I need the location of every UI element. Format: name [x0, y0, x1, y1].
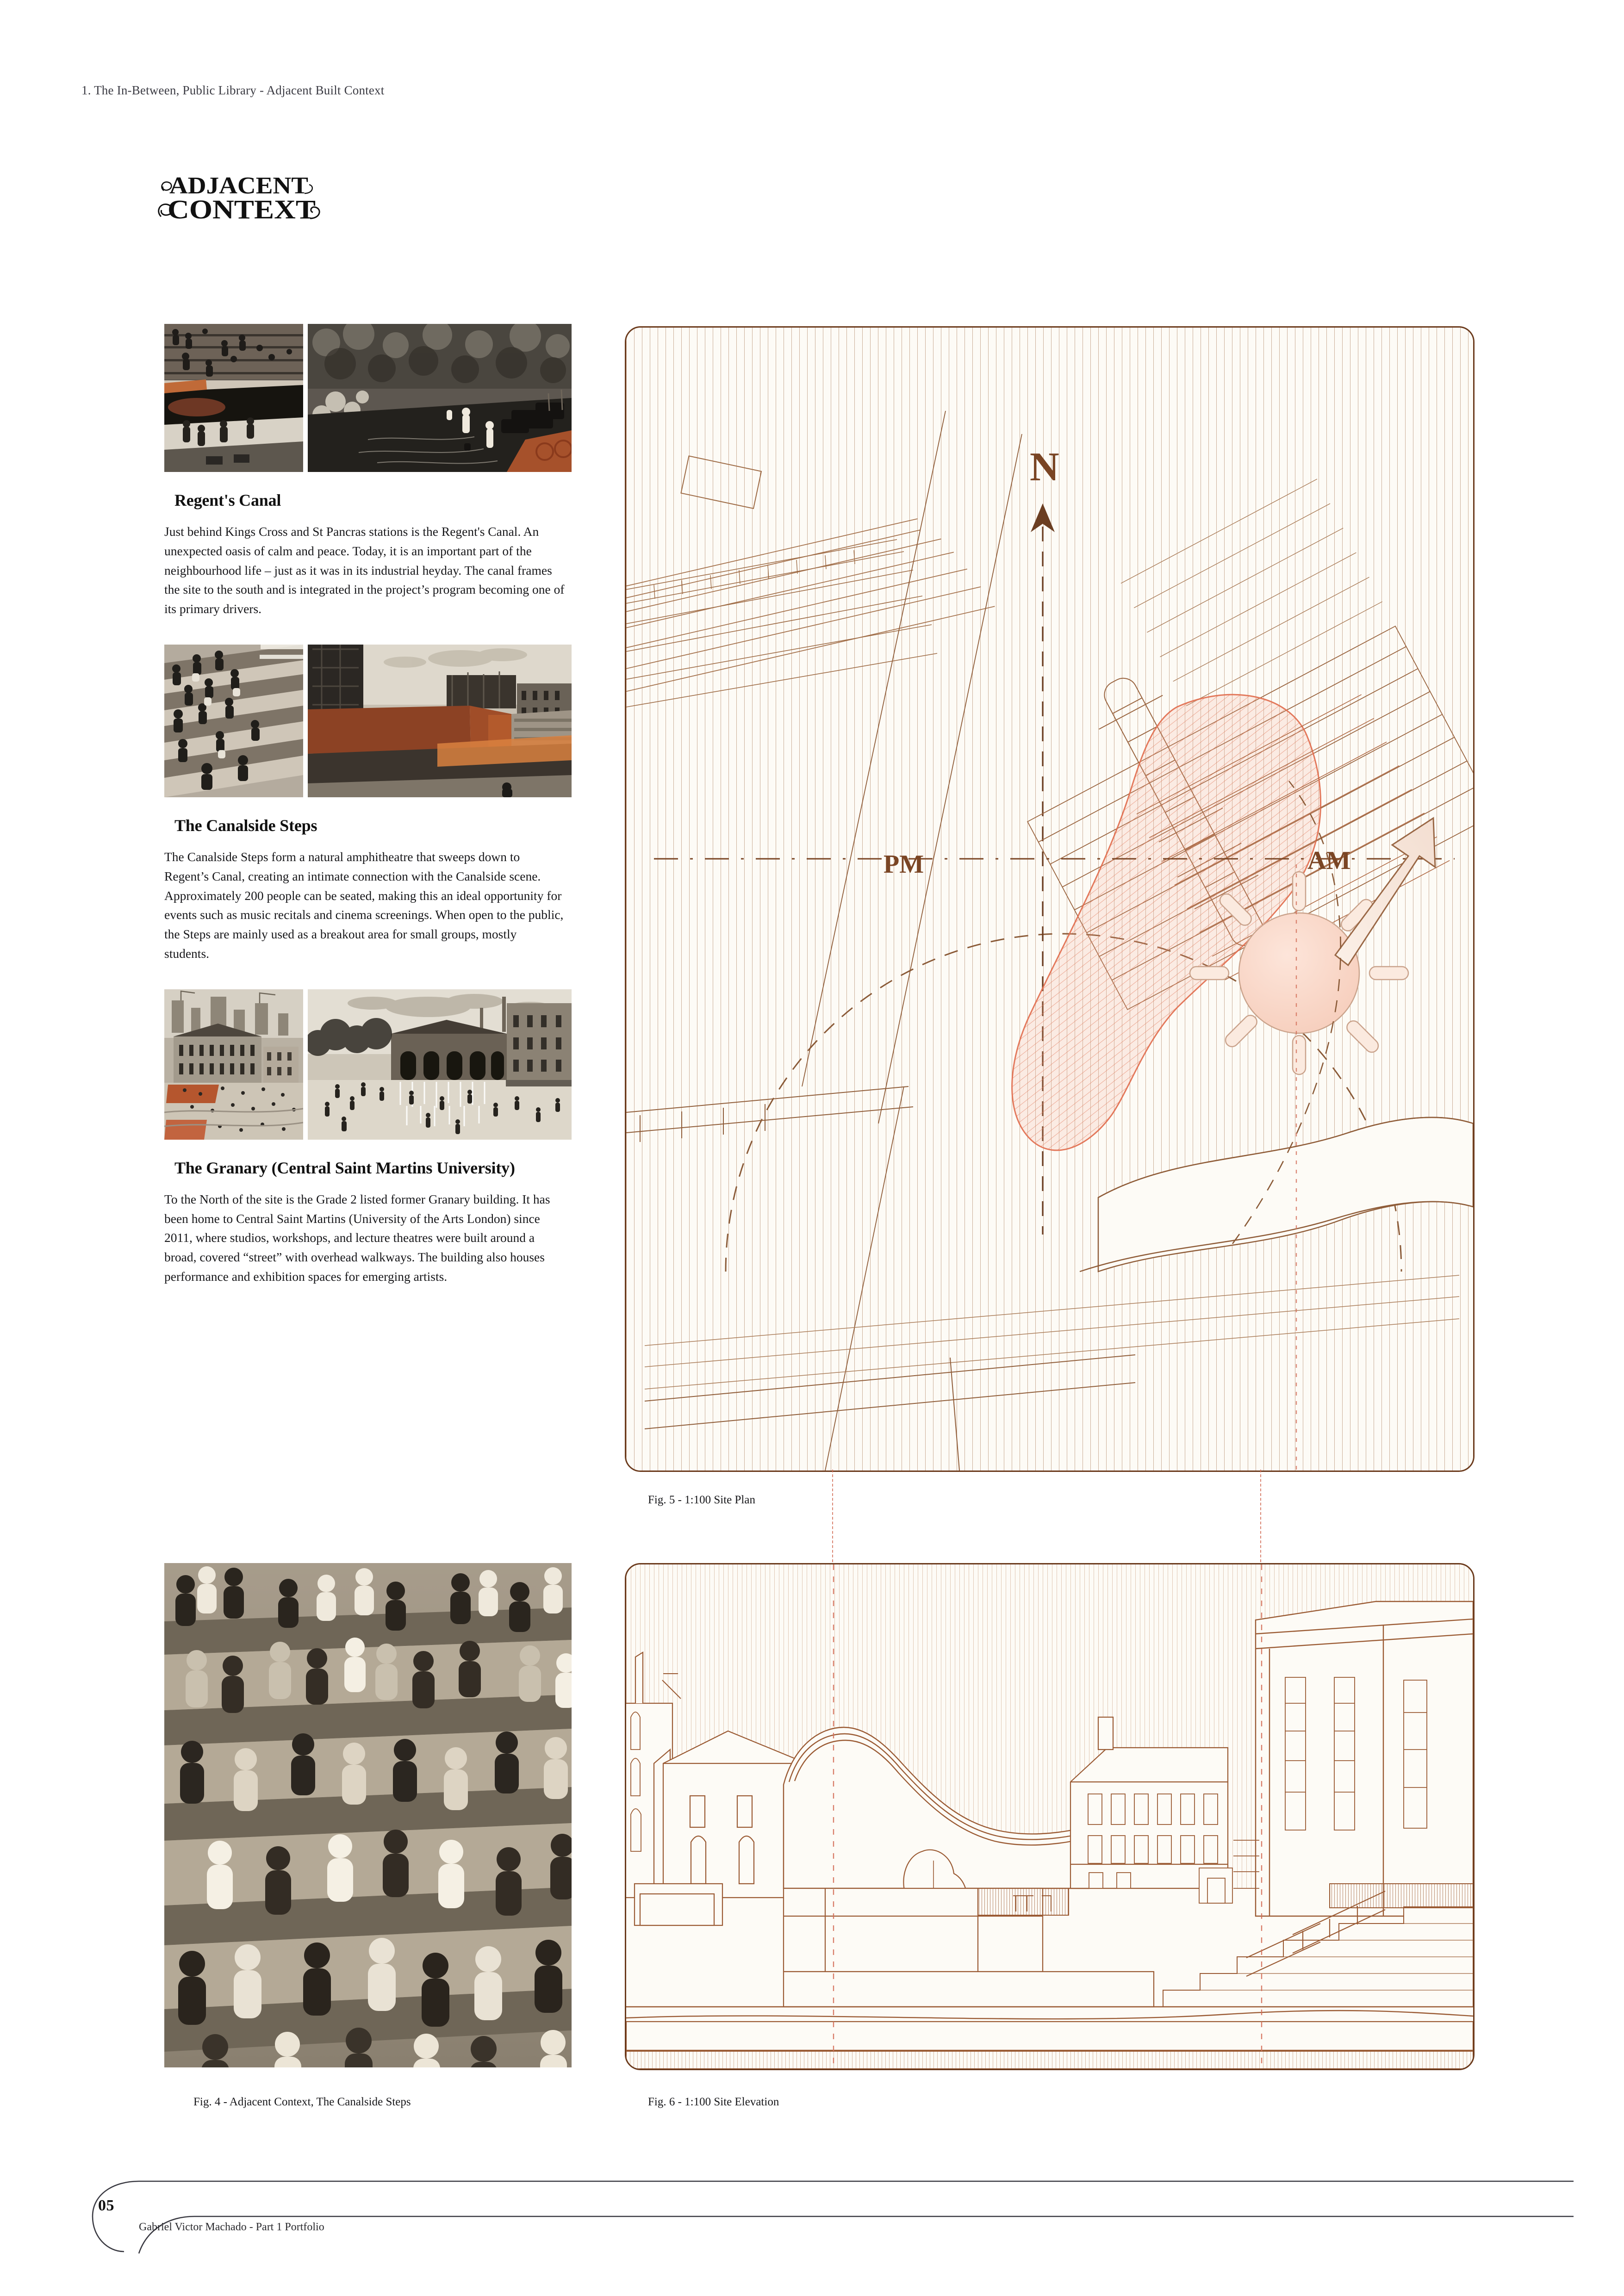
section-heading-regents-canal: Regent's Canal — [174, 491, 281, 509]
section-body-granary: To the North of the site is the Grade 2 listed former Granary building. It has been home to Central Saint Martins (University of the Arts London) since 2011, where studios, workshops, and lecture theatres were built around a broad, covered “street” with overhead walkways. The building also houses performance and exhibition spaces for emerging artists. — [164, 1191, 550, 1284]
photo-granary-square-fountains — [308, 989, 572, 1140]
label-am: AM — [1307, 846, 1351, 875]
page-footer — [0, 2166, 1624, 2267]
site-elevation-svg — [626, 1564, 1473, 2069]
alignment-guide-right — [1260, 1470, 1261, 1562]
footer-rule — [0, 2166, 1624, 2267]
photo-students-on-steps — [164, 645, 303, 797]
photo-row-granary — [164, 989, 572, 1140]
page-title-lettering — [157, 167, 352, 236]
caption-fig4: Fig. 4 - Adjacent Context, The Canalside Steps — [193, 2096, 411, 2108]
section-heading-canalside-steps: The Canalside Steps — [174, 816, 317, 835]
photo-canal-lock-gates — [308, 645, 572, 797]
page-title — [157, 167, 352, 236]
label-pm: PM — [884, 850, 924, 879]
section-heading-granary: The Granary (Central Saint Martins University) — [174, 1158, 515, 1177]
section-body-canalside-steps: The Canalside Steps form a natural amphitheatre that sweeps down to Regent’s Canal, creating an intimate connection with the Canalside scene. Approximately 200 people can be seated, making this an ideal opportunity for events such as music recitals and cinema screenings. When open to the public, the Steps are mainly used as a breakout area for small groups, mostly students. — [164, 849, 564, 961]
photo-canalside-steps-canal — [164, 324, 303, 472]
alignment-guide-left — [832, 1470, 833, 1562]
caption-fig5: Fig. 5 - 1:100 Site Plan — [648, 1494, 755, 1506]
photo-regents-canal-boats — [308, 324, 572, 472]
page-number: 05 — [98, 2197, 114, 2214]
left-text-column — [164, 324, 572, 1286]
section-body-regents-canal: Just behind Kings Cross and St Pancras stations is the Regent's Canal. An unexpected oasis of calm and peace. Today, it is an important part of the neighbourhood life – just as it was in its industrial heyday. The canal frames the site to the south and is integrated in the project’s program becoming one of its primary drivers. — [164, 524, 565, 616]
title-line-1: ADJACENT — [169, 173, 308, 199]
photo-canalside-steps-crowd — [164, 1563, 572, 2067]
photo-granary-aerial — [164, 989, 303, 1140]
caption-fig6: Fig. 6 - 1:100 Site Elevation — [648, 2096, 779, 2108]
photo-row-canalside-steps — [164, 645, 572, 797]
footer-credit: Gabriel Victor Machado - Part 1 Portfolio — [139, 2221, 324, 2233]
site-plan-svg — [626, 328, 1473, 1471]
running-header: 1. The In-Between, Public Library - Adjacent Built Context — [81, 83, 385, 97]
label-north: N — [1030, 445, 1059, 490]
drawing-site-elevation — [625, 1563, 1475, 2070]
drawing-site-plan — [625, 326, 1475, 1472]
photo-row-regents-canal — [164, 324, 572, 472]
title-line-2: CONTEXT — [168, 194, 316, 224]
